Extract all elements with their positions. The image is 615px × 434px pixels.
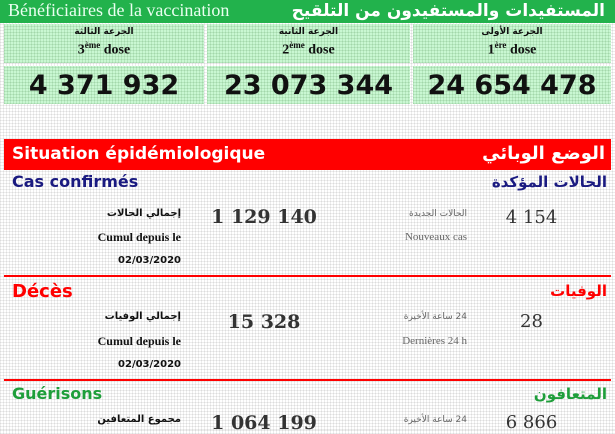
dose-labels-row	[0, 24, 615, 63]
dose-label-third	[4, 24, 204, 63]
recovered-title-fr: Guérisons	[12, 384, 103, 403]
confirmed-cumul-ar: إجمالي الحالات	[106, 208, 181, 219]
dose-label-fr: 1ère dose	[487, 40, 537, 58]
recovered-section	[4, 384, 611, 434]
vaccination-title-fr: Bénéficiaires de la vaccination	[8, 0, 230, 20]
deaths-section	[4, 281, 611, 377]
recovered-total-value: 1 064 199	[211, 412, 317, 434]
dose-value-third: 4 371 932	[4, 66, 204, 104]
confirmed-new-value: 4 154	[505, 207, 558, 228]
dose-label-ar: الجرعة الأولى	[481, 27, 543, 37]
deaths-new-ar: 24 ساعة الأخيرة	[403, 312, 467, 322]
dose-values-row	[0, 66, 615, 104]
epidemio-title-ar: الوضع الوبائي	[482, 143, 605, 164]
confirmed-cumul-date: 02/03/2020	[118, 255, 181, 266]
deaths-cumul-date: 02/03/2020	[118, 359, 181, 370]
recovered-new-ar: 24 ساعة الأخيرة	[403, 415, 467, 425]
vaccination-title-ar: المستفيدات والمستفيدون من التلقيح	[291, 1, 605, 21]
vaccination-header	[0, 0, 615, 23]
deaths-total-value: 15 328	[227, 311, 301, 333]
dose-label-ar: الجرعة الثانية	[278, 27, 339, 37]
confirmed-total-value: 1 129 140	[211, 206, 317, 228]
deaths-title-fr: Décès	[12, 281, 73, 302]
deaths-title-ar: الوفيات	[550, 282, 607, 300]
deaths-new-fr: Dernières 24 h	[402, 335, 467, 347]
recovered-cumul-ar: مجموع المتعافين	[97, 414, 181, 425]
dose-label-ar: الجرعة الثالثة	[74, 27, 134, 37]
recovered-new-value: 6 866	[505, 412, 558, 433]
dose-label-fr: 3ème dose	[77, 40, 131, 58]
section-divider	[4, 275, 611, 277]
dose-label-fr: 2ème dose	[282, 40, 335, 58]
deaths-cumul-fr: Cumul depuis le	[97, 334, 181, 348]
deaths-cumul-ar: إجمالي الوفيات	[104, 311, 181, 322]
confirmed-cumul-fr: Cumul depuis le	[97, 230, 181, 244]
epidemio-title-fr: Situation épidémiologique	[12, 144, 266, 164]
section-divider	[4, 379, 611, 381]
dose-value-second: 23 073 344	[207, 66, 410, 104]
confirmed-section	[4, 172, 611, 272]
recovered-title-ar: المتعافون	[533, 385, 607, 403]
confirmed-new-ar: الحالات الجديدة	[409, 209, 467, 219]
confirmed-title-fr: Cas confirmés	[12, 172, 139, 191]
confirmed-new-fr: Nouveaux cas	[404, 231, 467, 243]
dose-value-first: 24 654 478	[413, 66, 611, 104]
deaths-new-value: 28	[520, 311, 543, 332]
dose-label-second	[207, 24, 410, 63]
epidemio-header	[4, 139, 611, 170]
confirmed-title-ar: الحالات المؤكدة	[491, 173, 607, 191]
dose-label-first	[413, 24, 611, 63]
